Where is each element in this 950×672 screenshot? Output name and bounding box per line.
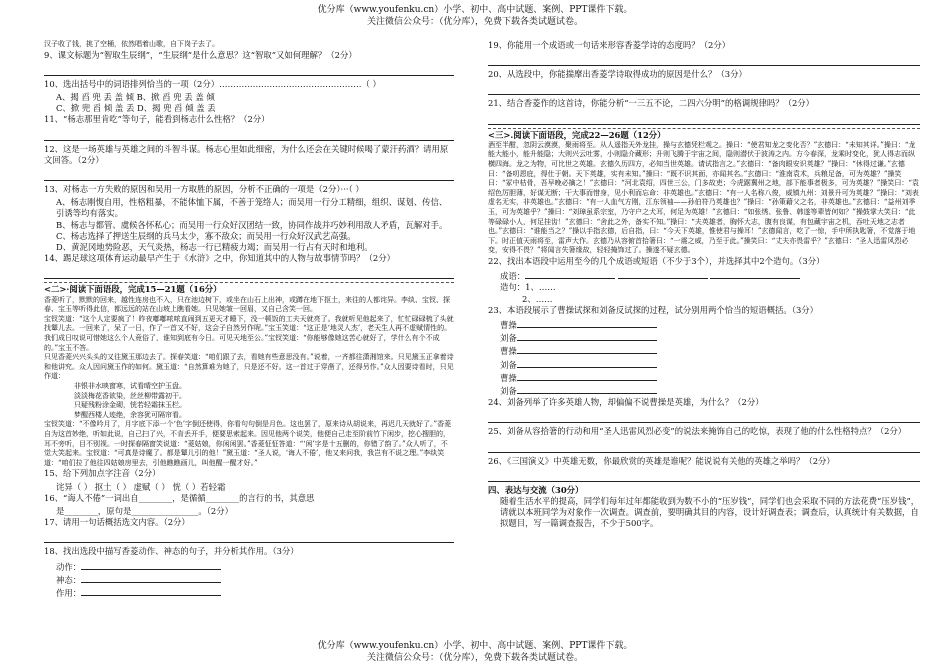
- fill-liubei-1[interactable]: [517, 331, 657, 341]
- answer-23-row-3: [488, 344, 920, 357]
- question-26: 26、《三国演义》中英雄无数，你最欣赏的英雄是谁呢？能说说有关他的英雄之举吗？（2分）: [488, 455, 835, 466]
- label-effect: 作用：: [56, 587, 82, 598]
- fill-effect[interactable]: [81, 586, 221, 596]
- left-column: [44, 40, 454, 599]
- answer-line-21: [488, 112, 920, 125]
- question-25: 25、刘备从容拾箸的行动和用“圣人迅雷风烈必变”的说法来掩饰自己的吃惊，表现了他的什么性格特点？（2分）: [488, 426, 907, 437]
- answer-22-sentence-2: 2、……: [522, 293, 553, 304]
- poem-line-3: 只疑残粉涂金砌，恍若轻霜抹玉栏。: [74, 401, 186, 410]
- label-caocao-2: 曹操: [500, 346, 517, 357]
- label-liubei-2: 刘备: [500, 359, 517, 370]
- fill-liubei-3[interactable]: [517, 384, 657, 394]
- poem-line-1: 非银非水映窗寒，试看晴空护玉盘。: [74, 381, 186, 390]
- label-idioms: 成语：: [500, 271, 526, 282]
- fill-caocao-3[interactable]: [517, 371, 657, 381]
- fill-caocao-2[interactable]: [517, 344, 657, 354]
- header-line-2: 关注微信公众号：（优分库），免费下载各类试题试卷。: [366, 17, 583, 27]
- label-action: 动作：: [56, 561, 82, 572]
- question-17: 17、请用一句话概括选文内容。（2分）: [44, 517, 190, 528]
- question-12: 12、这是一场英雄与英雄之间的斗智斗谋。杨志心里如此细密，为什么还会在关键时候喝了蒙汗药酒？请用原文回答。（2分）: [44, 143, 449, 165]
- passage-para-4: 宝钗笑道：“不像吟月了，月字底下添一个‘色’字倒还使得，你看句句倒是月色。这也罢了，原来诗从胡说来，再迟几天就好了。”香菱自为这首妙绝，听如此说，自己扫了兴，不肯丢开手，便要思索起来。因见他两个说笑，他便自己走至阶前竹下闲步，挖心搜胆的，耳不旁听，目不别视。一时探春隔窗笑说道：“菱姑娘，你闲闲罢。”香菱怔怔答道：“‘闲’字是十五删的，你错了韵了。”众人听了，不觉大笑起来。宝钗道：“可真是诗魔了。都是颦儿引的他！”黛玉道：“圣人说，‘诲人不倦’，他又来问我，我岂有不说之理。”李纨笑道：“咱们拉了他往四姑娘房里去，引他瞧瞧画儿，叫他醒一醒才好。”: [44, 420, 452, 467]
- section-2-title: <二>·阅读下面语段，完成15—21题（16分）: [44, 284, 222, 295]
- fill-idiom-2[interactable]: [618, 269, 708, 279]
- question-14: 14、踢足球这项体育运动最早产生于《水浒》之中，你知道其中的人物与故事情节吗？（2分）: [44, 253, 395, 264]
- question-16-part-1: 16、“诲人不倦”一词出自________，是循循________的言行的书，其意思: [44, 492, 315, 503]
- section-4-title: 四、表达与交流（30分）: [488, 484, 584, 495]
- option-13-b: B、杨志与都管、虞候各怀私心；而吴用一行众好汉团结一致，协同作战并巧妙利用敌人矛盾，瓦解对手。: [56, 219, 448, 230]
- passage-para-2: 宝钗笑道：“这个人定要疯了！昨夜嘟嘟哝哝直闹到五更天才睡下，没一顿饭的工夫天就亮了。我就听见他起来了，忙忙碌碌梳了头就找颦儿去。一回来了，呆了一日，作了一首又不好，这会子自然另作呢。”宝玉笑道：“这正是‘地灵人杰’，老天生人再不虚赋情性的。我们成日叹说可惜她这么个人竟俗了，谁知到底有今日。可见天地至公。”宝钗笑道：“你能够像她这苦心就好了，学什么有个不成的。”宝玉不答。: [44, 314, 454, 352]
- answer-23-row-1: [488, 318, 920, 331]
- answer-18-effect: [44, 586, 454, 599]
- answer-line-11: [44, 128, 454, 141]
- answer-line-9: [44, 63, 454, 76]
- passage-para-3: 只见香菱兴兴头头的又往黛玉那边去了。探春笑道：“咱们跟了去，看她有些意思没有。”说着，一齐都往潇湘馆来。只见黛玉正拿着诗和他讲究。众人因问黛玉作的如何。黛玉道：“自然算难为她了，只是还不好。这一首过于穿凿了，还得另作。”众人因要诗看时，只见作道：: [44, 353, 454, 381]
- answer-22-idioms: [488, 269, 920, 282]
- option-13-a: A、杨志刚愎自用，性格粗暴，不能体恤下属，不善于笼络人；而吴用一行分工精细，组织、谋划、传信、引诱等均有落实。: [56, 197, 448, 219]
- label-caocao-1: 曹操: [500, 319, 517, 330]
- fill-idiom-1[interactable]: [525, 269, 615, 279]
- question-23: 23、本语段展示了曹操试探和刘备反试探的过程，试分别用两个恰当的短语概括。（3分）: [488, 304, 819, 315]
- question-19: 19、你能用一个成语或一句话来形容香菱学诗的态度吗？（2分）: [488, 40, 731, 50]
- answer-23-row-5: [488, 371, 920, 384]
- fill-action[interactable]: [81, 560, 221, 570]
- footer-line-2: 关注微信公众号：（优分库），免费下载各类试题试卷。: [366, 653, 583, 663]
- section-2: [44, 282, 454, 468]
- option-13-c: C、杨志选择了押送生辰纲的兵马太少，寡不敌众；而吴用一行众好汉武艺高强。: [56, 230, 356, 241]
- label-caocao-3: 曹操: [500, 372, 517, 383]
- poem-line-4: 梦醒西楼人迹绝，余容犹可隔帘看。: [74, 410, 186, 419]
- label-liubei-1: 刘备: [500, 333, 517, 344]
- page-footer: [0, 640, 950, 664]
- answer-line-24: [488, 410, 920, 423]
- answer-23-row-4: [488, 358, 920, 371]
- option-10-ab: A、揭 舀 兜 丢 盖 倾 B、掀 舀 兜 丢 盖 倾: [56, 92, 215, 102]
- answer-22-sentence-1: 造句：1、……: [500, 282, 556, 293]
- answer-23-row-6: [488, 384, 920, 397]
- footer-line-1: 优分库（www.youfenku.cn）小学、初中、高中试题、案例、PPT课件下载。: [317, 641, 633, 651]
- question-16-part-2: 是________，原句是________________。（2分）: [56, 505, 234, 516]
- option-13-d: D、黄泥冈地势险恶，天气炎热，杨志一行已精疲力竭；而吴用一行占有天时和地利。: [56, 242, 373, 253]
- fill-idiom-3[interactable]: [710, 269, 800, 279]
- answer-line-25: [488, 440, 920, 453]
- question-22: 22、找出本语段中运用至今的几个成语或短语（不少于3个），并选择其中2个造句。（3分）: [488, 255, 825, 266]
- section-3-title: <三>.阅读下面语段，完成22—26题（12分）: [488, 129, 666, 140]
- label-expression: 神态：: [56, 574, 82, 585]
- answer-18-action: [44, 560, 454, 573]
- passage-3: 酒至半酣，忽阴云漠漠，聚雨将至。从人遥指天外龙挂，操与玄德凭栏观之。操曰：“使君知龙之变化否？”玄德曰：“未知其详。”操曰：“龙能大能小，能升能隐；大则兴云吐雾，小则隐介藏形；升则飞腾于宇宙之间，隐则潜伏于波涛之内。方今春深，龙乘时变化，犹人得志而纵横四海。龙之为物，可比世之英雄。玄德久历四方，必知当世英雄。请试指言之。”玄德曰：“备肉眼安识英雄？”操曰：“休得过谦。”玄德曰：“备叨恩庇，得仕于朝。天下英雄，实有未知。”操曰：“既不识其面，亦闻其名。”玄德曰：“淮南袁术，兵粮足备，可为英雄？”操笑曰：“冢中枯骨，吾早晚必擒之！”玄德曰：“河北袁绍，四世三公，门多故吏；今虎踞冀州之地，部下能事者极多，可为英雄？”操笑曰：“袁绍色厉胆薄，好谋无断；干大事而惜身，见小利而忘命：非英雄也。”玄德曰：“有一人名称八俊，威镇九州：刘景升可为英雄？”操曰：“刘表虚名无实，非英雄也。”玄德曰：“有一人血气方刚，江东领袖——孙伯符乃英雄也？”操曰：“孙策藉父之名，非英雄也。”玄德曰：“益州刘季玉，可为英雄乎？”操曰：“刘璋虽系宗室，乃守户之犬耳，何足为英雄！”玄德曰：“如张绣、张鲁、韩遂等辈皆何如？”操鼓掌大笑曰：“此等碌碌小人，何足挂齿！”玄德曰：“舍此之外，备实不知。”操曰：“夫英雄者，胸怀大志，腹有良谋，有包藏宇宙之机，吞吐天地之志者也。”玄德曰：“谁能当之？”操以手指玄德，后自指，曰：“今天下英雄，惟使君与操耳！”玄德闻言，吃了一惊，手中所执匙箸，不觉落于地下。时正值天雨将至，雷声大作。玄德乃从容俯首拾箸曰：“一震之威，乃至于此。”操笑曰：“丈夫亦畏雷乎？”玄德曰：“圣人迅雷风烈必变，安得不畏？”将闻言失箸缘故，轻轻掩饰过了。操遂不疑玄德。: [488, 140, 919, 255]
- answer-line-12: [44, 168, 454, 181]
- question-24: 24、刘备列举了许多英雄人物，却偏偏不说曹操是英雄，为什么？（2分）: [488, 397, 764, 408]
- page-header: [0, 4, 950, 28]
- section-3: [488, 128, 920, 256]
- answer-23-row-2: [488, 331, 920, 344]
- poem-line-2: 淡淡梅花香欲染，丝丝柳带露初干。: [74, 391, 186, 400]
- passage-intro: 汉子收了钱，挑了空桶，依然唱着山歌，自下岗子去了。: [44, 40, 219, 48]
- option-10-cd: C、掀 兜 舀 倾 盖 丢 D、揭 兜 舀 倾 盖 丢: [56, 103, 216, 114]
- question-10: 10、选出括号中的词语排列恰当的一项（2分）……………………………………………（ ）: [44, 78, 381, 89]
- essay-prompt: 随着生活水平的提高，同学们每年过年都能收到为数不小的“压岁钱”，同学们也会采取不同的方法花费“压岁钱”，请就以本班同学为对象作一次调查。调查前，要明确其目的内容，设计好调查表；调查后，认真统计有关数据，自拟题目，写一篇调查报告，不少于500字。: [500, 495, 920, 529]
- right-column: [488, 40, 920, 530]
- question-15: 15、给下列加点字注音（2分）: [44, 468, 161, 479]
- answer-line-26: [488, 469, 920, 482]
- label-liubei-3: 刘备: [500, 385, 517, 396]
- passage-para-1: 香菱听了，默默的回来，越性连房也不入，只在池边树下，或坐在山石上出神，或蹲在地下抠土，来往的人都诧异。李纨、宝钗、探春、宝玉等听得此信，都远远的站在山坡上瞧看她。只见她皱一回眉，又自己含笑一回。: [44, 295, 450, 314]
- answer-18-expression: [44, 573, 454, 586]
- question-11: 11、“杨志那里肯吃”等句子，能看到杨志什么性格？（2分）: [44, 114, 270, 125]
- answer-line-19: [488, 53, 920, 66]
- fill-caocao-1[interactable]: [517, 318, 657, 328]
- question-9: 9、课文标题为“智取生辰纲”，“生辰纲”是什么意思？这“智取”又如何理解？（2分）: [44, 49, 357, 60]
- question-21: 21、结合香菱作的这首诗，你能分析“一三五不论，二四六分明”的格调规律吗？（2分）: [488, 98, 815, 109]
- question-15-items: 诧异（ ） 抠土（ ） 虚赋（ ） 恍（ ）若轻霜: [56, 481, 226, 492]
- answer-line-14: [44, 266, 454, 279]
- answer-line-20: [488, 82, 920, 95]
- fill-expression[interactable]: [81, 573, 221, 583]
- question-13: 13、对杨志一方失败的原因和吴用一方取胜的原因，分析不正确的一项是（2分）···（ ）: [44, 184, 364, 195]
- question-18: 18、找出选段中描写香菱动作、神态的句子，并分析其作用。（3分）: [44, 546, 299, 557]
- question-20: 20、从选段中，你能揣摩出香菱学诗取得成功的原因是什么？（3分）: [488, 69, 747, 80]
- answer-line-17: [44, 530, 454, 543]
- header-line-1: 优分库（www.youfenku.cn）小学、初中、高中试题、案例、PPT课件下载。: [317, 5, 633, 15]
- fill-liubei-2[interactable]: [517, 358, 657, 368]
